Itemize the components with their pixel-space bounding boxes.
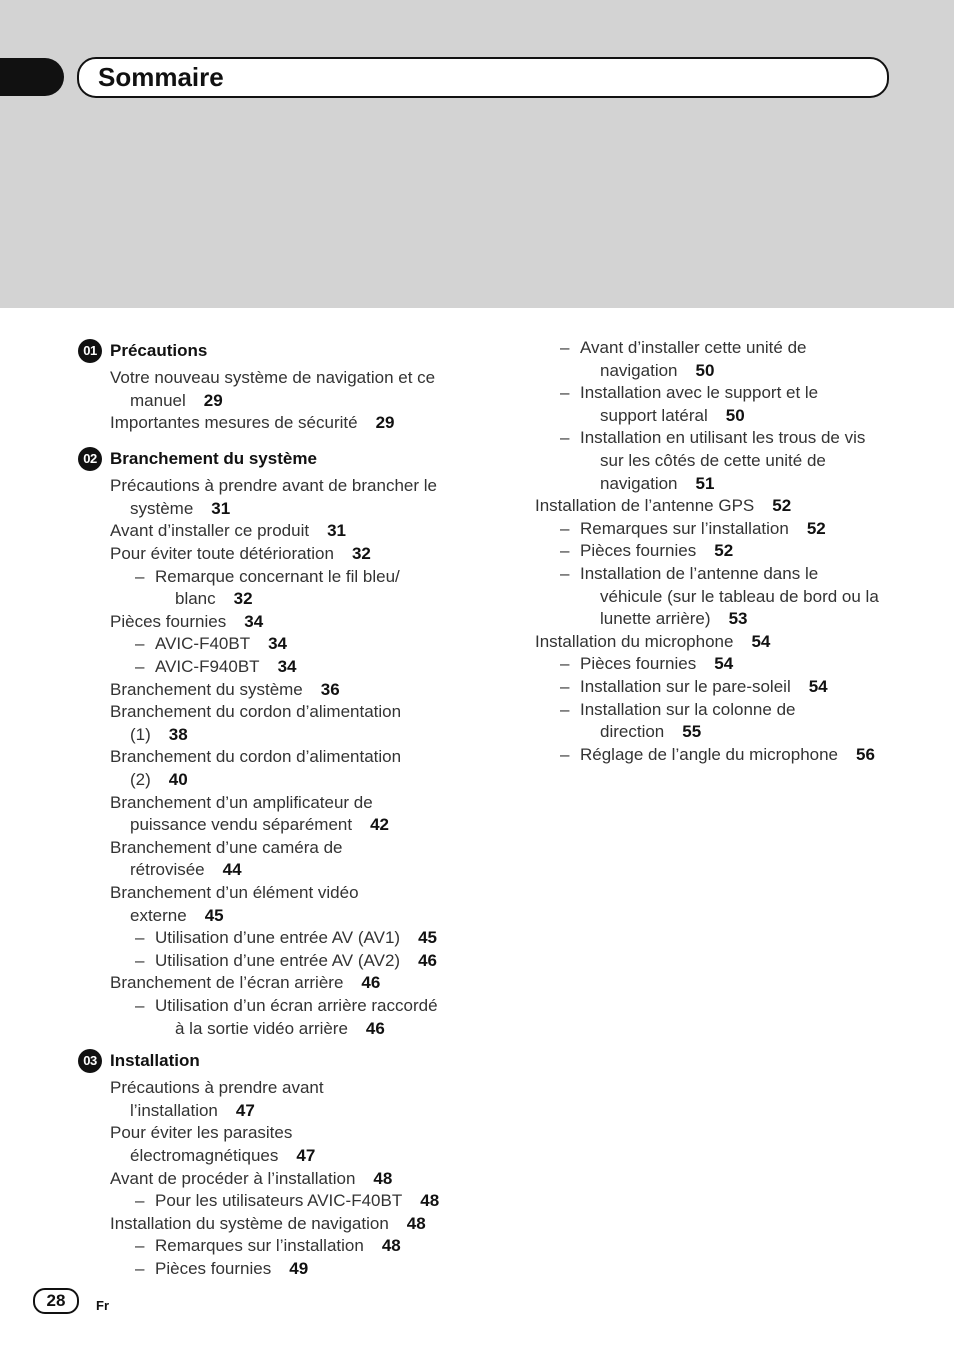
entry-page-number: 48 xyxy=(373,1168,393,1188)
entry-text: système xyxy=(130,498,194,518)
entry-page-number: 44 xyxy=(222,860,242,880)
entry-text: Branchement d’un élément vidéo xyxy=(110,882,359,902)
entry-page-number: 36 xyxy=(320,679,340,699)
toc-entry-line xyxy=(110,837,342,860)
entry-page-number: 54 xyxy=(751,631,771,651)
toc-entry-line xyxy=(580,563,818,586)
entry-page-number: 48 xyxy=(381,1236,401,1256)
toc-entry-line xyxy=(110,1213,426,1236)
entry-text: Pour éviter toute détérioration xyxy=(110,543,334,563)
section-title: Installation xyxy=(110,1051,200,1070)
toc-entry-line xyxy=(110,701,401,724)
toc-entry-line xyxy=(580,699,795,722)
entry-text: Utilisation d’une entrée AV (AV2) xyxy=(155,950,401,970)
toc-entry-line xyxy=(600,586,879,609)
section-title: Précautions xyxy=(110,341,208,360)
entry-text: lunette arrière) xyxy=(600,609,711,629)
entry-text: Branchement du système xyxy=(110,679,303,699)
entry-page-number: 29 xyxy=(203,390,223,410)
entry-text: AVIC-F40BT xyxy=(155,634,251,654)
entry-text: Remarques sur l’installation xyxy=(155,1236,364,1256)
toc-entry-line xyxy=(580,744,875,767)
toc-entry-line xyxy=(535,631,770,654)
entry-dash: – xyxy=(135,995,145,1015)
toc-entry-line xyxy=(110,367,435,390)
entry-dash: – xyxy=(135,1258,145,1278)
toc-entry-line xyxy=(580,653,733,676)
entry-text: Votre nouveau système de navigation et ce xyxy=(110,368,436,388)
entry-text: Remarques sur l’installation xyxy=(580,518,789,538)
toc-entry-line xyxy=(110,792,373,815)
entry-page-number: 32 xyxy=(233,589,253,609)
toc-entry-line xyxy=(175,1018,385,1041)
entry-text: Remarque concernant le fil bleu/ xyxy=(155,566,400,586)
entry-dash: – xyxy=(560,541,570,561)
entry-text: Précautions à prendre avant xyxy=(110,1078,324,1098)
entry-page-number: 52 xyxy=(806,518,826,538)
toc-entry-line xyxy=(155,1235,401,1258)
entry-page-number: 47 xyxy=(235,1100,255,1120)
entry-dash: – xyxy=(135,656,145,676)
entry-text: direction xyxy=(600,722,665,742)
entry-page-number: 45 xyxy=(204,905,224,925)
entry-text: Installation du microphone xyxy=(535,631,734,651)
toc-entry-line xyxy=(130,769,188,792)
toc-entry-line xyxy=(600,473,714,496)
toc-entry-line xyxy=(110,412,394,435)
entry-text: Pour éviter les parasites xyxy=(110,1123,293,1143)
toc-entry-line xyxy=(155,1190,439,1213)
toc-entry-line xyxy=(155,927,437,950)
toc-entry-line xyxy=(155,566,400,589)
entry-page-number: 50 xyxy=(695,360,715,380)
entry-text: externe xyxy=(130,905,187,925)
entry-dash: – xyxy=(135,928,145,948)
entry-text: l’installation xyxy=(130,1100,218,1120)
entry-page-number: 38 xyxy=(168,724,188,744)
entry-text: Utilisation d’une entrée AV (AV1) xyxy=(155,928,401,948)
entry-text: Utilisation d’un écran arrière raccordé xyxy=(155,995,438,1015)
entry-page-number: 31 xyxy=(211,498,231,518)
entry-dash: – xyxy=(135,950,145,970)
entry-text: navigation xyxy=(600,360,678,380)
entry-page-number: 50 xyxy=(725,405,745,425)
entry-text: électromagnétiques xyxy=(130,1145,279,1165)
entry-text: Pièces fournies xyxy=(580,541,697,561)
entry-dash: – xyxy=(135,634,145,654)
entry-text: Avant de procéder à l’installation xyxy=(110,1168,356,1188)
entry-text: Installation du système de navigation xyxy=(110,1213,389,1233)
toc-entry-line xyxy=(175,588,253,611)
entry-page-number: 51 xyxy=(695,473,715,493)
entry-text: Installation sur le pare-soleil xyxy=(580,677,791,696)
entry-text: rétrovisée xyxy=(130,860,205,880)
toc-entry-line xyxy=(110,1122,292,1145)
toc-entry-line xyxy=(600,450,826,473)
toc-entry-line xyxy=(110,520,346,543)
entry-text: à la sortie vidéo arrière xyxy=(175,1018,348,1038)
toc-entry-line xyxy=(580,540,733,563)
entry-text: Installation de l’antenne GPS xyxy=(535,496,755,516)
entry-page-number: 55 xyxy=(682,722,702,742)
entry-text: (1) xyxy=(130,724,151,744)
toc-entry-line xyxy=(110,679,340,702)
entry-text: Branchement du cordon d’alimentation xyxy=(110,702,402,722)
entry-page-number: 47 xyxy=(296,1145,316,1165)
toc-entry-line xyxy=(130,390,223,413)
entry-dash: – xyxy=(560,564,570,583)
toc-entry-line xyxy=(110,1077,324,1100)
entry-dash: – xyxy=(560,338,570,357)
entry-text: Pièces fournies xyxy=(155,1258,272,1278)
language-code: Fr xyxy=(96,1298,109,1313)
entry-text: Installation sur la colonne de xyxy=(580,699,796,719)
toc-entry-line xyxy=(110,746,401,769)
entry-text: Branchement du cordon d’alimentation xyxy=(110,747,402,767)
entry-page-number: 45 xyxy=(418,928,437,948)
toc-entry-line xyxy=(580,427,865,450)
toc-entry-line xyxy=(535,495,791,518)
entry-text: Installation avec le support et le xyxy=(580,383,819,403)
entry-page-number: 48 xyxy=(420,1191,440,1211)
entry-page-number: 29 xyxy=(375,413,395,433)
entry-text: support latéral xyxy=(600,405,708,425)
entry-text: AVIC-F940BT xyxy=(155,656,260,676)
entry-page-number: 48 xyxy=(406,1213,426,1233)
entry-text: blanc xyxy=(175,589,216,609)
toc-entry-line xyxy=(130,814,389,837)
toc-entry-line xyxy=(110,972,380,995)
toc-entry-line xyxy=(155,995,438,1018)
entry-text: Pièces fournies xyxy=(580,654,697,674)
entry-dash: – xyxy=(560,654,570,674)
entry-text: (2) xyxy=(130,769,151,789)
toc-entry-line xyxy=(110,543,371,566)
toc-entry-line xyxy=(600,360,714,383)
section-number-badge: 03 xyxy=(78,1049,102,1073)
toc-entry-line xyxy=(580,518,826,541)
toc-entry-line xyxy=(155,950,437,973)
toc-entry-line xyxy=(600,405,745,428)
page-title: Sommaire xyxy=(98,62,224,92)
entry-page-number: 46 xyxy=(418,950,437,970)
toc-entry-line xyxy=(580,337,807,360)
section-title: Branchement du système xyxy=(110,449,317,468)
entry-page-number: 34 xyxy=(277,656,297,676)
entry-page-number: 54 xyxy=(808,677,828,696)
entry-text: véhicule (sur le tableau de bord ou la xyxy=(600,586,879,606)
toc-entry-line xyxy=(580,676,828,699)
toc-entry-line xyxy=(600,608,747,631)
toc-entry-line xyxy=(130,859,242,882)
entry-page-number: 49 xyxy=(289,1258,309,1278)
entry-page-number: 34 xyxy=(268,634,288,654)
toc-entry-line xyxy=(130,1100,255,1123)
entry-dash: – xyxy=(560,744,570,764)
entry-dash: – xyxy=(560,677,570,696)
toc-entry-line xyxy=(130,724,188,747)
toc-entry-line xyxy=(110,882,359,905)
entry-page-number: 53 xyxy=(728,609,748,629)
entry-page-number: 46 xyxy=(361,973,381,993)
entry-text: Pour les utilisateurs AVIC-F40BT xyxy=(155,1191,403,1211)
entry-text: Pièces fournies xyxy=(110,611,227,631)
entry-dash: – xyxy=(560,428,570,448)
toc-entry-line xyxy=(130,498,230,521)
entry-page-number: 40 xyxy=(168,769,188,789)
entry-page-number: 31 xyxy=(327,521,346,541)
entry-text: puissance vendu séparément xyxy=(130,815,353,835)
entry-page-number: 56 xyxy=(856,744,875,764)
entry-text: navigation xyxy=(600,473,678,493)
entry-page-number: 46 xyxy=(365,1018,385,1038)
toc-entry-line xyxy=(155,656,296,679)
entry-text: Importantes mesures de sécurité xyxy=(110,413,358,433)
entry-text: Avant d’installer cette unité de xyxy=(580,338,807,357)
entry-text: Réglage de l’angle du microphone xyxy=(580,744,839,764)
toc-entry-line xyxy=(110,1168,392,1191)
entry-text: Branchement d’un amplificateur de xyxy=(110,792,373,812)
title-tab-marker xyxy=(0,58,64,96)
entry-text: manuel xyxy=(130,390,186,410)
entry-text: sur les côtés de cette unité de xyxy=(600,451,826,470)
entry-dash: – xyxy=(135,1236,145,1256)
entry-dash: – xyxy=(560,699,570,719)
section-number-badge: 02 xyxy=(78,447,102,471)
entry-text: Installation de l’antenne dans le xyxy=(580,564,819,583)
entry-page-number: 42 xyxy=(370,815,390,835)
entry-text: Avant d’installer ce produit xyxy=(110,521,310,541)
header-band xyxy=(0,0,954,308)
entry-dash: – xyxy=(135,1191,145,1211)
toc-entry-line xyxy=(600,721,701,744)
page-number: 28 xyxy=(33,1288,79,1314)
toc-entry-line xyxy=(110,611,263,634)
toc-entry-line xyxy=(580,382,818,405)
entry-text: Précautions à prendre avant de brancher le xyxy=(110,476,437,496)
entry-dash: – xyxy=(560,383,570,403)
entry-dash: – xyxy=(135,566,145,586)
entry-page-number: 34 xyxy=(244,611,264,631)
toc-entry-line xyxy=(155,633,287,656)
toc-entry-line xyxy=(110,475,437,498)
entry-dash: – xyxy=(560,518,570,538)
entry-page-number: 32 xyxy=(351,543,371,563)
entry-text: Branchement d’une caméra de xyxy=(110,837,343,857)
toc-entry-line xyxy=(130,905,224,928)
entry-text: Installation en utilisant les trous de vis xyxy=(580,428,866,448)
entry-page-number: 54 xyxy=(714,654,734,674)
entry-page-number: 52 xyxy=(772,496,792,516)
title-box xyxy=(77,57,889,98)
toc-entry-line xyxy=(155,1258,308,1281)
toc-entry-line xyxy=(130,1145,315,1168)
section-number-badge: 01 xyxy=(78,339,102,363)
entry-text: Branchement de l’écran arrière xyxy=(110,973,344,993)
entry-page-number: 52 xyxy=(714,541,734,561)
